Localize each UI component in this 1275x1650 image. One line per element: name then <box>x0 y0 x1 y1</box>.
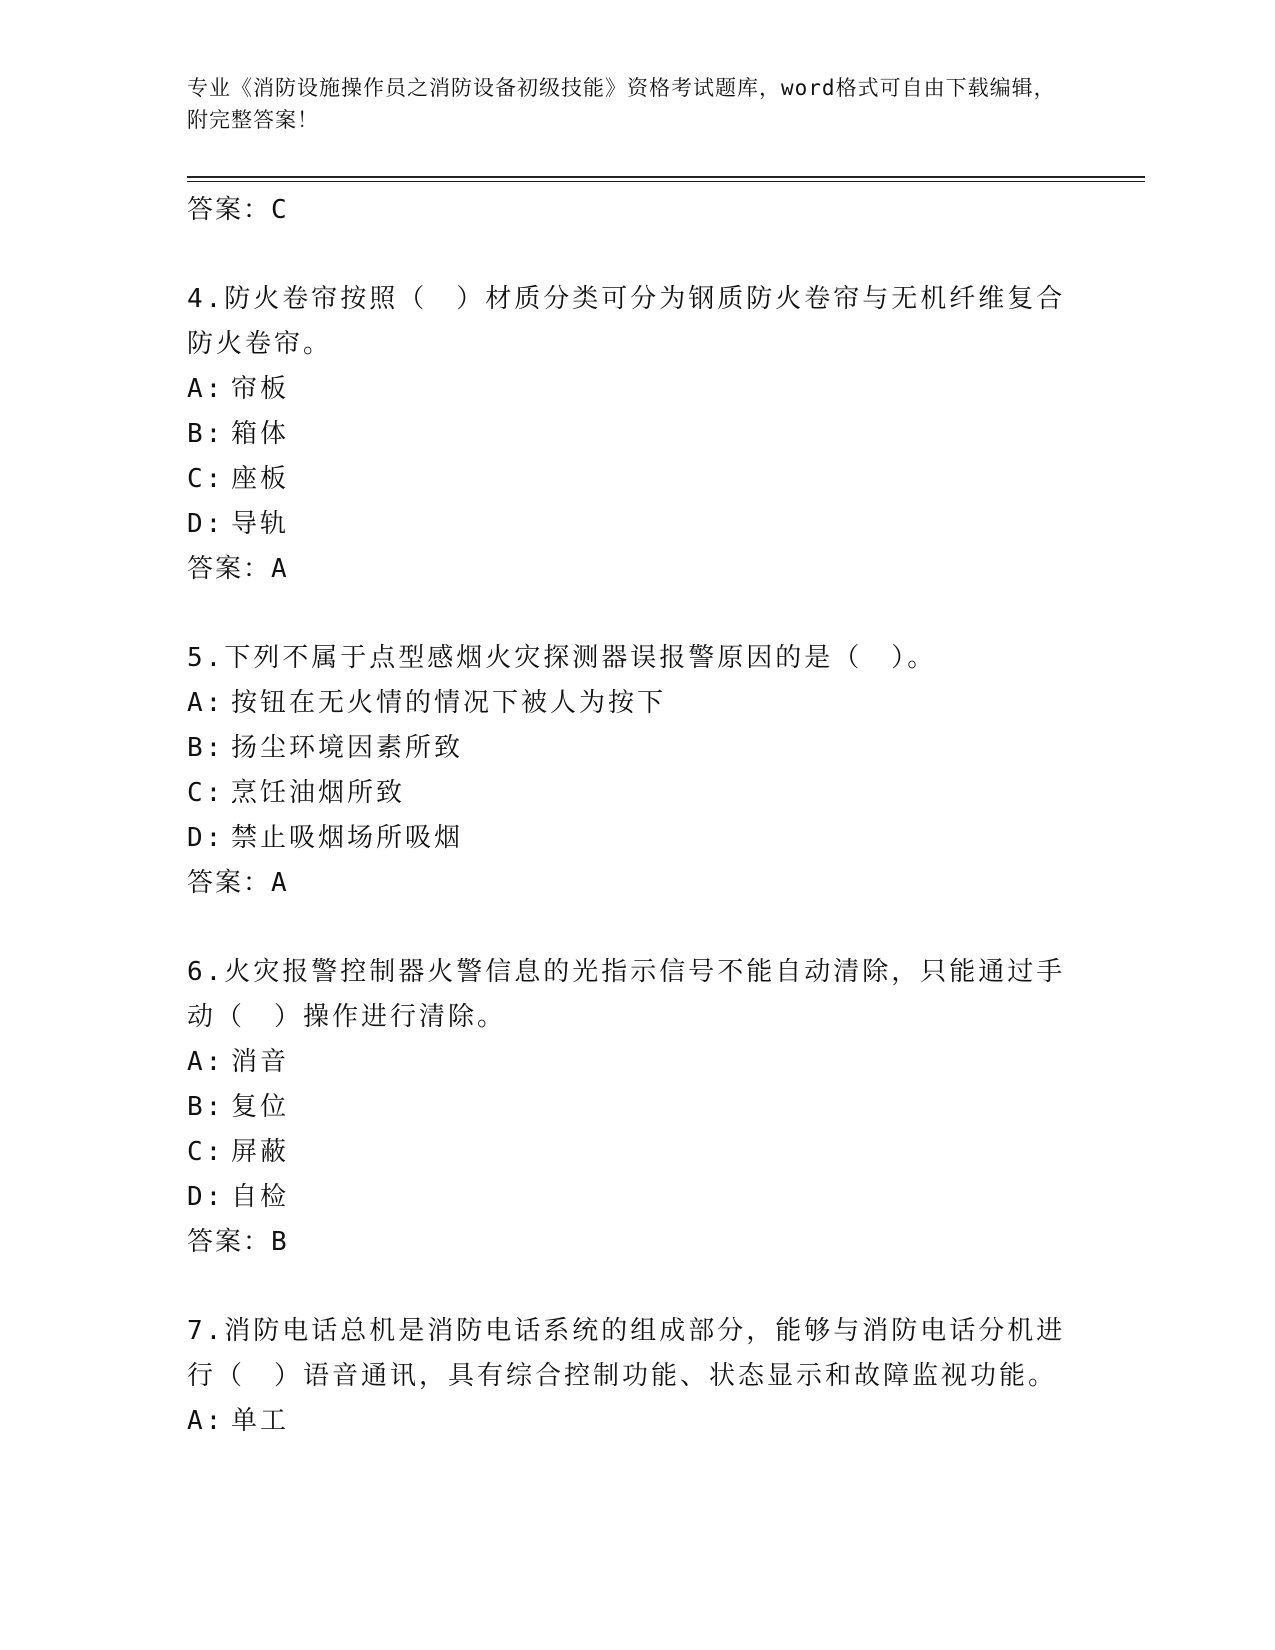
question-block <box>187 636 1087 906</box>
question-text: 6.火灾报警控制器火警信息的光指示信号不能自动清除，只能通过手动（ ）操作进行清除。 <box>187 957 1066 1032</box>
answer-line: 答案：C <box>187 195 287 225</box>
option-a: A: 按钮在无火情的情况下被人为按下 <box>187 688 667 718</box>
answer-line: 答案：B <box>187 1227 287 1257</box>
question-text: 7.消防电话总机是消防电话系统的组成部分，能够与消防电话分机进行（ ）语音通讯，具有综合控制功能、状态显示和故障监视功能。 <box>187 1316 1066 1391</box>
question-text: 4.防火卷帘按照（ ）材质分类可分为钢质防火卷帘与无机纤维复合防火卷帘。 <box>187 284 1066 359</box>
option-c: C: 屏蔽 <box>187 1137 290 1167</box>
question-block <box>187 950 1087 1265</box>
option-b: B: 箱体 <box>187 419 290 449</box>
option-d: D: 导轨 <box>187 509 290 539</box>
header-rule-thick <box>187 176 1145 178</box>
header-rule-thin <box>187 181 1145 182</box>
answer-line: 答案：A <box>187 868 287 898</box>
option-b: B: 扬尘环境因素所致 <box>187 733 464 763</box>
option-d: D: 禁止吸烟场所吸烟 <box>187 823 464 853</box>
option-d: D: 自检 <box>187 1182 290 1212</box>
option-c: C: 烹饪油烟所致 <box>187 778 406 808</box>
option-a: A: 帘板 <box>187 374 290 404</box>
option-a: A: 单工 <box>187 1406 290 1436</box>
page-header: 专业《消防设施操作员之消防设备初级技能》资格考试题库，word格式可自由下载编辑，附完整答案！ <box>187 76 1056 132</box>
answer-line: 答案：A <box>187 554 287 584</box>
question-block <box>187 1309 1087 1444</box>
option-a: A: 消音 <box>187 1047 290 1077</box>
option-b: B: 复位 <box>187 1092 290 1122</box>
option-c: C: 座板 <box>187 464 290 494</box>
question-list <box>187 188 1087 1444</box>
question-block <box>187 277 1087 592</box>
question-text: 5.下列不属于点型感烟火灾探测器误报警原因的是（ ）。 <box>187 643 937 673</box>
